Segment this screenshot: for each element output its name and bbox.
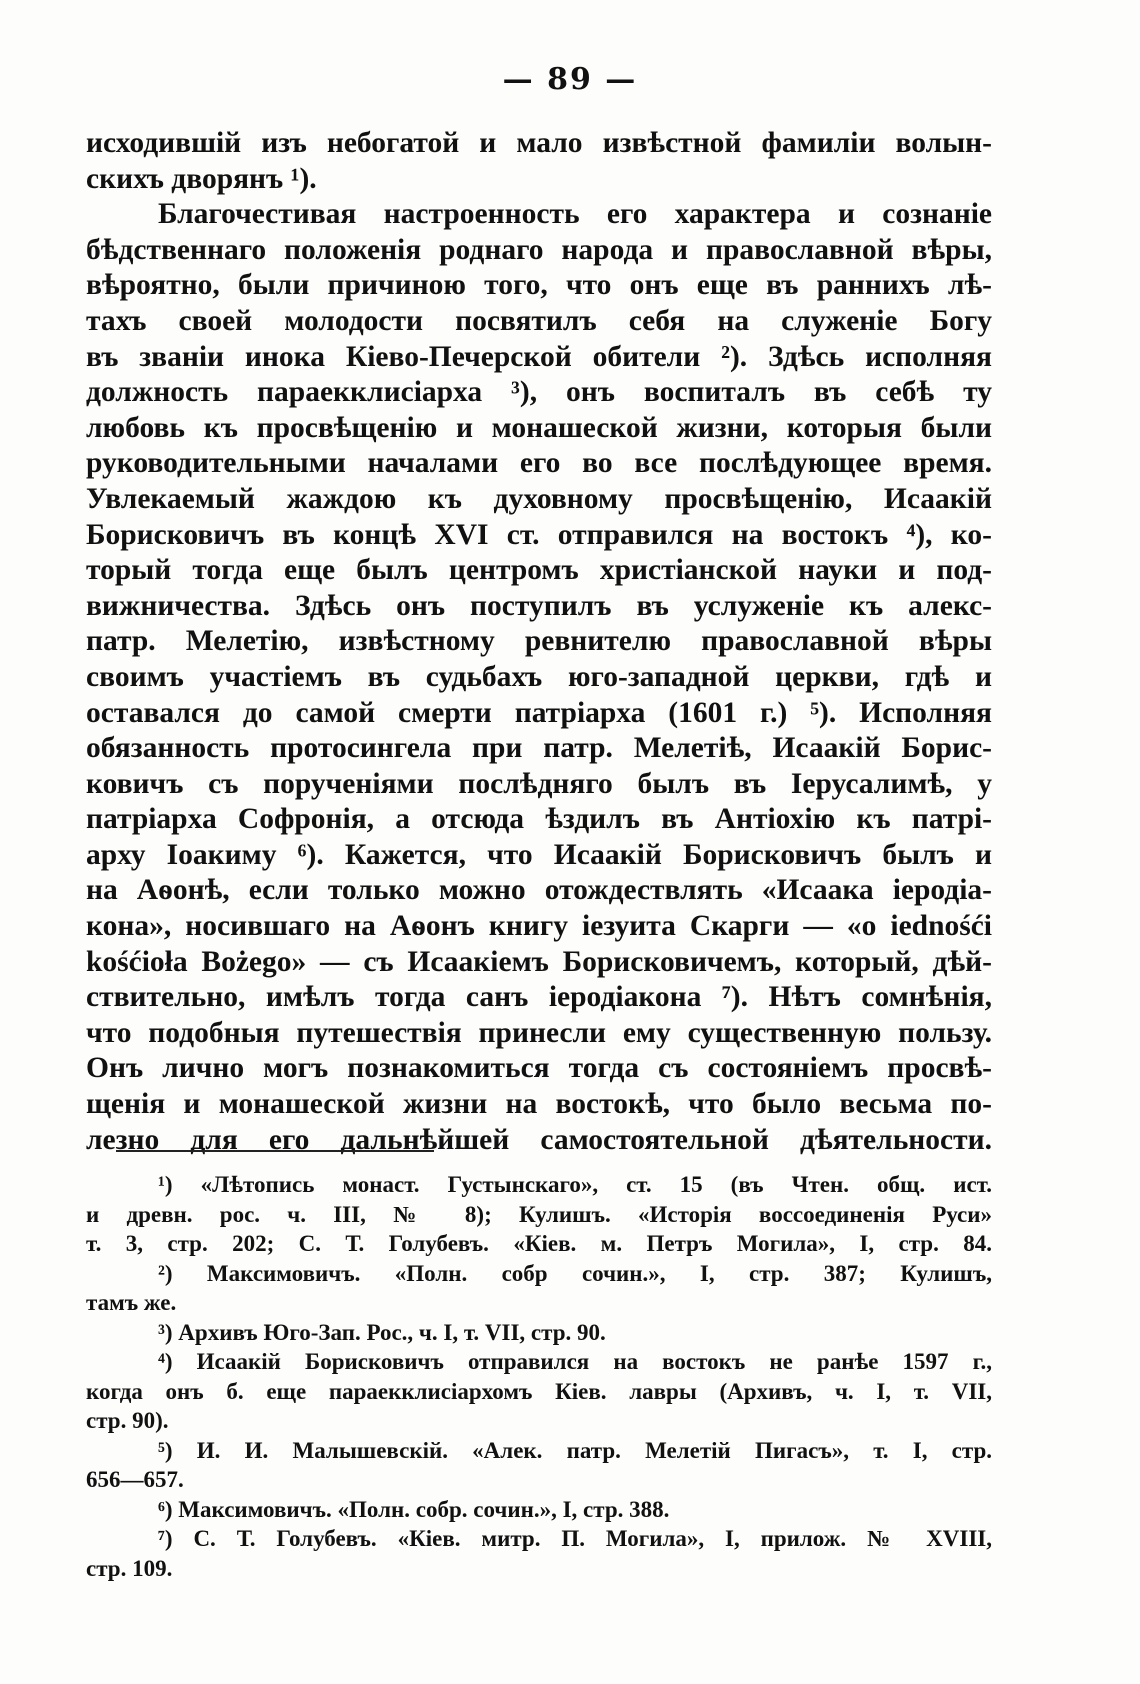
footnote-line: 656—657.	[86, 1467, 184, 1492]
footnotes-block	[86, 1170, 992, 1583]
text-line: патріарха Софронія, а отсюда ѣздилъ въ Антіохію къ патрі-	[86, 803, 992, 836]
text-line: въ званіи инока Кіево-Печерской обители ²). Здѣсь исполняя	[86, 340, 992, 373]
footnote-line: ³) Архивъ Юго-Зап. Рос., ч. I, т. VII, стр. 90.	[158, 1319, 606, 1345]
text-line: торый тогда еще былъ центромъ христіанской науки и под-	[86, 554, 992, 587]
footnote-line: ²) Максимовичъ. «Полн. собр сочин.», I, стр. 387; Кулишъ,	[158, 1260, 992, 1286]
text-line: Увлекаемый жаждою къ духовному просвѣщенію, Исаакій	[86, 482, 992, 515]
text-line: тахъ своей молодости посвятилъ себя на служеніе Богу	[86, 304, 992, 337]
footnote-line: тамъ же.	[86, 1290, 177, 1315]
text-line: любовь къ просвѣщенію и монашеской жизни, которыя были	[86, 411, 992, 444]
text-line: на Аѳонѣ, если только можно отождествлять «Исаака іеродіа-	[86, 874, 992, 907]
footnote-line: ⁴) Исаакій Борисковичъ отправился на востокъ не ранѣе 1597 г.,	[158, 1349, 992, 1374]
footnote-line: ⁶) Максимовичъ. «Полн. собр. сочин.», I, стр. 388.	[158, 1496, 670, 1522]
footnote-line: стр. 109.	[86, 1555, 173, 1581]
text-line: ковичъ съ порученіями послѣдняго былъ въ Іерусалимѣ, у	[86, 767, 992, 800]
text-line: Онъ лично могъ познакомиться тогда съ состояніемъ просвѣ-	[86, 1052, 992, 1085]
text-line: ствительно, имѣлъ тогда санъ іеродіакона ⁷). Нѣтъ сомнѣнія,	[86, 981, 992, 1014]
text-line: что подобныя путешествія принесли ему существенную пользу.	[86, 1016, 992, 1049]
text-line: Борисковичъ въ концѣ XVI ст. отправился на востокъ ⁴), ко-	[86, 518, 992, 551]
text-line: исходившій изъ небогатой и мало извѣстной фамиліи волын-	[86, 127, 992, 159]
text-line: обязанность протосингела при патр. Мелетіѣ, Исаакій Борис-	[86, 732, 992, 765]
text-line: Благочестивая настроенность его характера и сознаніе	[158, 198, 992, 231]
footnote-line: и древн. рос. ч. III, № 8); Кулишъ. «Исторія воссоединенія Руси»	[86, 1201, 992, 1227]
footnote-line: ⁷) С. Т. Голубевъ. «Кіев. митр. П. Могила», I, прилож. № XVIII,	[158, 1526, 992, 1551]
text-line: kośćioła Bożego» — съ Исаакіемъ Борисковичемъ, который, дѣй-	[86, 945, 992, 978]
text-line: вѣроятно, были причиною того, что онъ еще въ раннихъ лѣ-	[86, 269, 992, 302]
text-line: должность параекклисіарха ³), онъ воспиталъ въ себѣ ту	[86, 376, 992, 409]
footnote-line: ¹) «Лѣтопись монаст. Густынскаго», ст. 15 (въ Чтен. общ. ист.	[158, 1172, 992, 1197]
text-line: щенія и монашеской жизни на востокѣ, что было весьма по-	[86, 1088, 992, 1121]
main-text-block	[86, 126, 992, 1158]
text-line: оставался до самой смерти патріарха (1601 г.) ⁵). Исполняя	[86, 696, 992, 729]
page-number: — 89 —	[502, 62, 638, 97]
footnote-divider	[116, 1150, 434, 1152]
text-line: скихъ дворянъ ¹).	[86, 162, 317, 195]
text-line: патр. Мелетію, извѣстному ревнителю православной вѣры	[86, 625, 992, 658]
text-line: бѣдственнаго положенія роднаго народа и православной вѣры,	[86, 233, 992, 266]
text-line: лезно для его дальнѣйшей самостоятельной дѣятельности.	[86, 1123, 992, 1156]
text-line: своимъ участіемъ въ судьбахъ юго-западной церкви, гдѣ и	[86, 660, 992, 693]
text-line: арху Іоакиму ⁶). Кажется, что Исаакій Борисковичъ былъ и	[86, 838, 992, 871]
text-line: руководительными началами его во все послѣдующее время.	[86, 447, 992, 480]
text-line: кона», носившаго на Аѳонъ книгу іезуита Скарги — «o iednośći	[86, 910, 992, 943]
footnote-line: ⁵) И. И. Малышевскій. «Алек. патр. Мелетій Пигасъ», т. I, стр.	[158, 1437, 992, 1463]
footnote-line: т. 3, стр. 202; С. Т. Голубевъ. «Кіев. м. Петръ Могила», I, стр. 84.	[86, 1231, 992, 1256]
footnote-line: стр. 90).	[86, 1408, 169, 1433]
text-line: вижничества. Здѣсь онъ поступилъ въ услуженіе къ алекс-	[86, 589, 992, 622]
footnote-line: когда онъ б. еще параекклисіархомъ Кіев. лавры (Архивъ, ч. I, т. VII,	[86, 1378, 992, 1404]
